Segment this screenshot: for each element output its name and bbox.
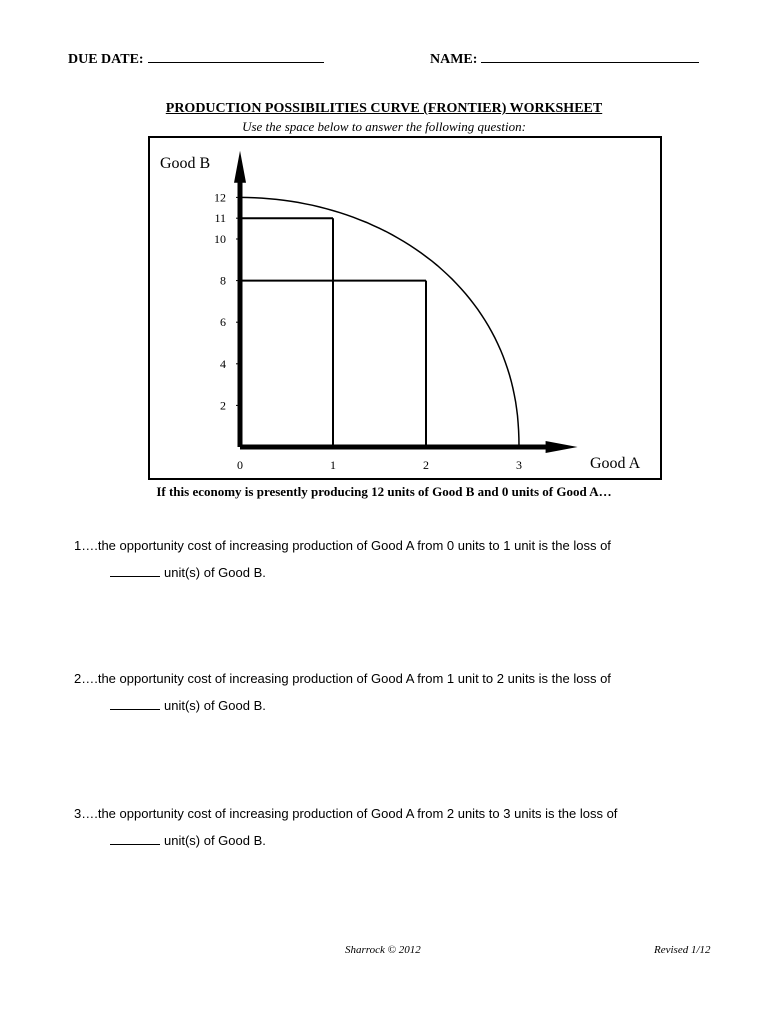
y-tick-label-4: 4 [220, 356, 226, 371]
footer-revised: Revised 1/12 [654, 944, 711, 956]
x-tick-label-1: 1 [330, 458, 336, 472]
y-axis-arrow [234, 151, 246, 183]
name-blank[interactable] [481, 50, 699, 63]
worksheet-title: PRODUCTION POSSIBILITIES CURVE (FRONTIER) WORKSHEET [165, 101, 603, 116]
x-tick-label-2: 2 [423, 458, 429, 472]
y-tick-label-8: 8 [220, 273, 226, 288]
y-tick-label-12: 12 [214, 190, 226, 205]
y-tick-label-2: 2 [220, 398, 226, 413]
question-2-answer-line: unit(s) of Good B. [110, 698, 266, 713]
y-tick-label-6: 6 [220, 315, 226, 330]
footer-copyright: Sharrock © 2012 [345, 944, 421, 956]
question-2: 2….the opportunity cost of increasing production of Good A from 1 unit to 2 units is the loss of [74, 671, 611, 686]
x-tick-label-3: 3 [516, 458, 522, 472]
answer-blank-2[interactable] [110, 698, 160, 710]
name-field [430, 50, 699, 68]
x-axis-label: Good A [590, 455, 641, 472]
answer-blank-3[interactable] [110, 833, 160, 845]
instructions: Use the space below to answer the following question: [242, 119, 526, 134]
ppc-curve [240, 197, 519, 447]
due-date-label: DUE DATE: [68, 52, 144, 67]
due-date-field [68, 50, 324, 68]
x-tick-label-0: 0 [237, 458, 243, 472]
answer-blank-1[interactable] [110, 565, 160, 577]
name-label: NAME: [430, 52, 478, 67]
ppc-chart [148, 136, 662, 480]
question-1: 1….the opportunity cost of increasing production of Good A from 0 units to 1 unit is the loss of [74, 538, 611, 553]
y-axis-label: Good B [160, 155, 211, 172]
question-1-answer-line: unit(s) of Good B. [110, 565, 266, 580]
ppc-chart-svg [150, 138, 660, 478]
x-axis-arrow [546, 441, 578, 453]
due-date-blank[interactable] [148, 50, 324, 63]
y-tick-label-11: 11 [214, 211, 226, 226]
y-tick-label-10: 10 [214, 232, 226, 246]
question-3: 3….the opportunity cost of increasing production of Good A from 2 units to 3 units is the loss of [74, 806, 618, 821]
question-3-answer-line: unit(s) of Good B. [110, 833, 266, 848]
premise-text: If this economy is presently producing 12 units of Good B and 0 units of Good A… [156, 484, 612, 499]
